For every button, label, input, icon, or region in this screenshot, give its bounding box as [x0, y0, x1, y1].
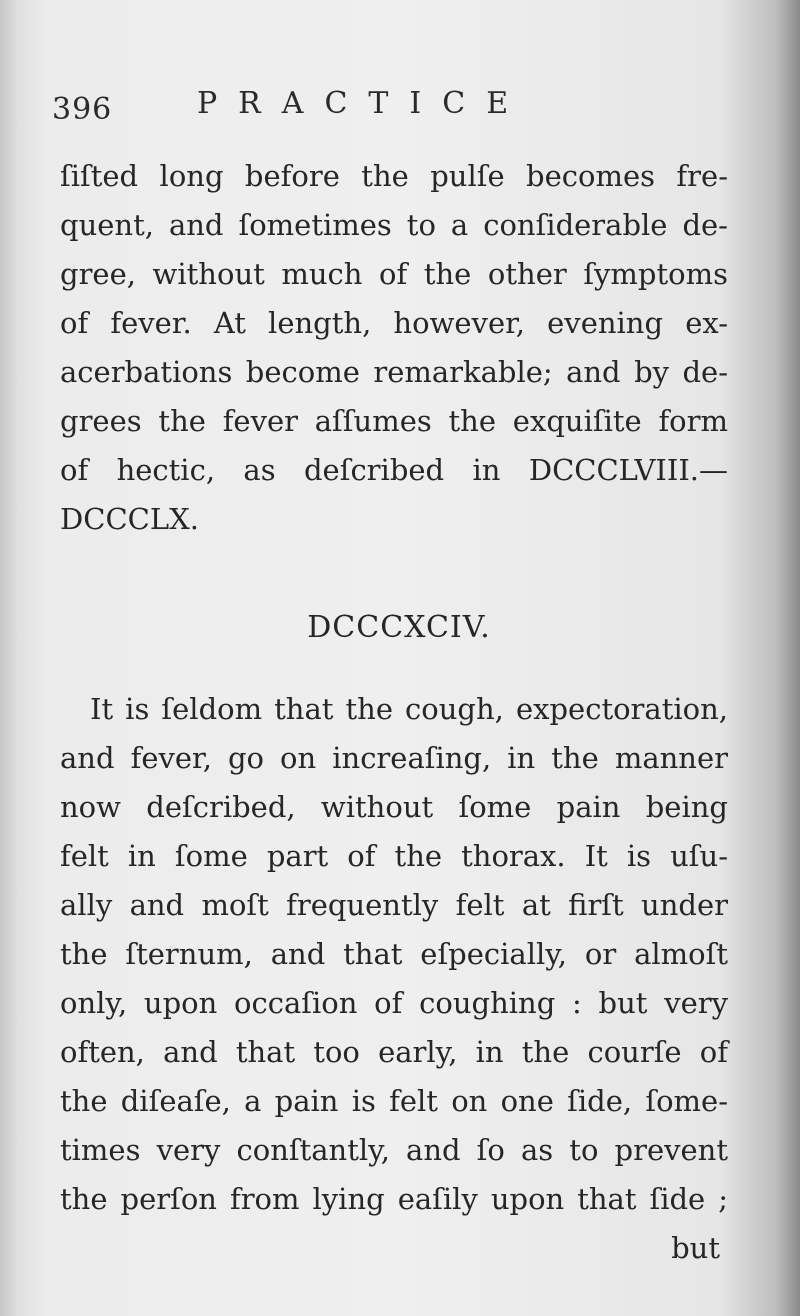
text-line: often, and that too early, in the courſe of — [60, 1035, 728, 1069]
text-line: of hectic, as deſcribed in DCCCLVIII.— — [60, 453, 728, 487]
text-line: grees the fever aſſumes the exquiſite form — [60, 404, 728, 438]
text-line: times very conſtantly, and ſo as to prevent — [60, 1133, 728, 1167]
page-number: 396 — [52, 92, 113, 127]
text-line: now deſcribed, without ſome pain being — [60, 790, 728, 824]
text-line: of fever. At length, however, evening ex- — [60, 306, 728, 340]
text-line: the ſternum, and that eſpecially, or almoſt — [60, 937, 728, 971]
paragraph — [60, 685, 728, 1224]
text-line: acerbations become remarkable; and by de- — [60, 355, 728, 389]
page-header — [52, 82, 752, 132]
paragraph-continued — [60, 152, 728, 544]
section-heading: DCCCXCIV. — [307, 610, 491, 645]
text-line: only, upon occaſion of coughing : but very — [60, 986, 728, 1020]
body-text — [60, 152, 728, 1273]
text-line: the diſeaſe, a pain is felt on one ſide, ſome- — [60, 1084, 728, 1118]
text-line: and fever, go on increaſing, in the manner — [60, 741, 728, 775]
text-line: ally and moſt frequently felt at firſt under — [60, 888, 728, 922]
catchword: but — [671, 1231, 720, 1265]
text-line: quent, and ſometimes to a conſiderable de- — [60, 208, 728, 242]
text-line: It is ſeldom that the cough, expectoration, — [90, 692, 728, 726]
text-line: ſiſted long before the pulſe becomes fre- — [60, 159, 728, 193]
text-line: DCCCLX. — [60, 502, 199, 536]
text-line: felt in ſome part of the thorax. It is uſu- — [60, 839, 728, 873]
text-line: the perſon from lying eaſily upon that ſide ; — [60, 1182, 728, 1216]
running-head: PRACTICE — [197, 86, 530, 121]
page-gutter-shadow — [0, 0, 18, 1316]
text-line: gree, without much of the other ſymptoms — [60, 257, 728, 291]
